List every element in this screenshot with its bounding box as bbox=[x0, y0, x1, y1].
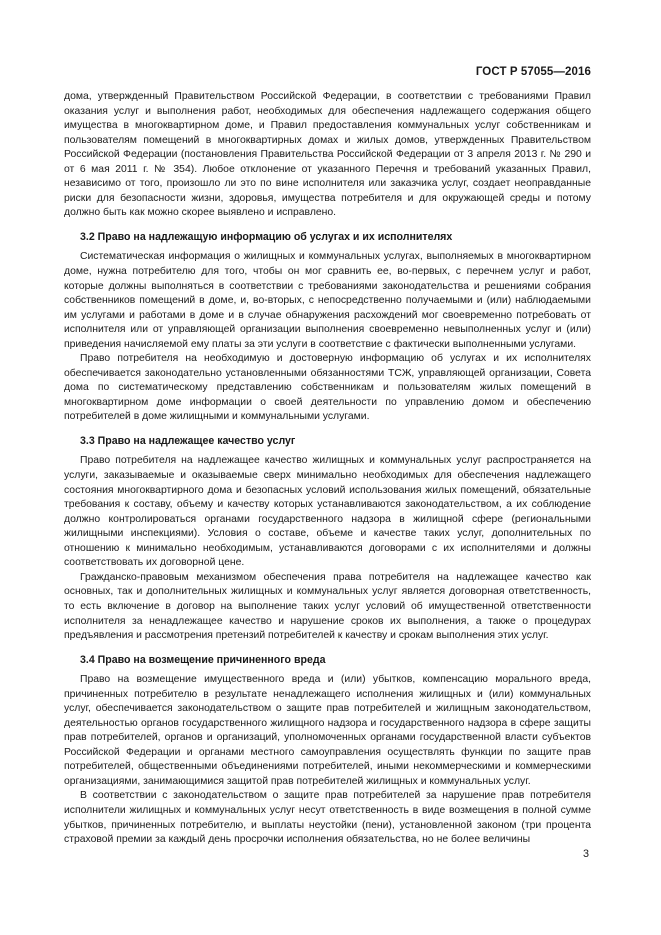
section-3-3-paragraph-2: Гражданско-правовым механизмом обеспечения права потребителя на надлежащее качество как основных, так и дополнительных жилищных и коммунальных услуг является договорная ответственность, то есть включение в договор на выполнение таких услуг условий об имущественной ответственности исполнителя за ненадлежащее качество и нарушение сроков их выполнения, а также о процедурах предъявления и рассмотрения претензий потребителей к качеству и срокам выполнения этих услуг. bbox=[64, 571, 591, 642]
section-3-4-paragraph-2: В соответствии с законодательством о защите прав потребителей за нарушение прав потребителя исполнители жилищных и коммунальных услуг несут ответственность в виде возмещения в полной сумме убытков, причиненных потребителю, и выплаты неустойки (пени), установленной законом (три процента страховой премии за каждый день просрочки исполнения обязательства, но не более величины bbox=[64, 790, 591, 846]
section-3-4-paragraph-1: Право на возмещение имущественного вреда и (или) убытков, компенсацию морального вреда, причиненных потребителю в результате ненадлежащего исполнения жилищных и (или) коммунальных услуг, обеспечивается законодательством о защите прав потребителей и жилищным законодательством, деятельностью органов государственного жилищного надзора и государственного надзора в сфере защиты прав потребителей, органов и организаций, уполномоченных органами государственной власти субъектов Российской Федерации и органами местного самоуправления осуществлять функции по защите прав потребителей, общественными объединениями потребителей, иными некоммерческими и коммерческими организациями, занимающимися защитой прав потребителей жилищных и коммунальных услуг. bbox=[64, 674, 591, 787]
section-3-2-paragraph-2: Право потребителя на необходимую и достоверную информацию об услугах и их исполнителях обеспечивается законодательно установленными обязанностями ТСЖ, управляющей организации, Совета дома по систематическому представлению собственникам и пользователям жилых помещений в многоквартирном доме информации о своей деятельности по управлению домом и обеспечению потребителей в доме жилищными и коммунальными услугами. bbox=[64, 353, 591, 423]
section-3-3-heading: 3.3 Право на надлежащее качество услуг bbox=[80, 434, 296, 447]
section-3-4-heading: 3.4 Право на возмещение причиненного вреда bbox=[80, 653, 326, 666]
intro-paragraph: дома, утвержденный Правительством Российской Федерации, в соответствии с требованиями Правил оказания услуг и выполнения работ, необходимых для обеспечения надлежащего содержания общего имущества в многоквартирном доме, и Правил предоставления коммунальных услуг собственникам и пользователям помещений в многоквартирных домах и жилых домов, утвержденных Правительством Российской Федерации (постановления Правительства Российской Федерации от 3 апреля 2013 г. № 290 и от 6 мая 2011 г. № 354). Любое отклонение от указанного Перечня и требований указанных Правил, независимо от того, произошло ли это по вине исполнителя или заказчика услуг, создает неоправданные риски для безопасности жизни, здоровья, имущества потребителя и для окружающей среды и потому должно быть как можно скорее выявлено и исправлено. bbox=[64, 91, 591, 219]
section-3-2-paragraph-1: Систематическая информация о жилищных и коммунальных услугах, выполняемых в многоквартирном доме, нужна потребителю для того, чтобы он мог сравнить ее, во-первых, с перечнем услуг и работ, которые должны выполняться в соответствии с требованиями законодательства и решениями собрания собственников помещений в доме, и, во-вторых, с непосредственно получаемыми и (или) наблюдаемыми им услугами и работами в доме и в случае обнаружения расхождений мог своевременно потребовать от исполнителя или от управляющей организации выполнения своевременно невыполненных услуг и (или) приведения начисляемой ему платы за эти услуги в соответствие с фактически выполненными услугами. bbox=[64, 251, 591, 350]
section-3-2-heading: 3.2 Право на надлежащую информацию об услугах и их исполнителях bbox=[80, 230, 453, 243]
standard-number: ГОСТ Р 57055—2016 bbox=[475, 66, 591, 78]
section-3-3-paragraph-1: Право потребителя на надлежащее качество жилищных и коммунальных услуг распространяется на услуги, заказываемые и оказываемые сверх минимально необходимых для обеспечения надлежащего состояния многоквартирного дома и безопасных условий использования жилых помещений, обязательные требования к составу, объему и качеству которых устанавливаются законодательством, а их соблюдение должно контролироваться органами государственного надзора в жилищной сфере (региональными жилищными инспекциями). Условия о составе, объеме и качестве таких услуг, дополнительных по отношению к минимально необходимым, устанавливаются договорами с их исполнителями и должны соответствовать их договорной цене. bbox=[64, 455, 591, 569]
document-page bbox=[64, 0, 591, 935]
document-body bbox=[64, 90, 591, 848]
page-number: 3 bbox=[582, 848, 589, 860]
